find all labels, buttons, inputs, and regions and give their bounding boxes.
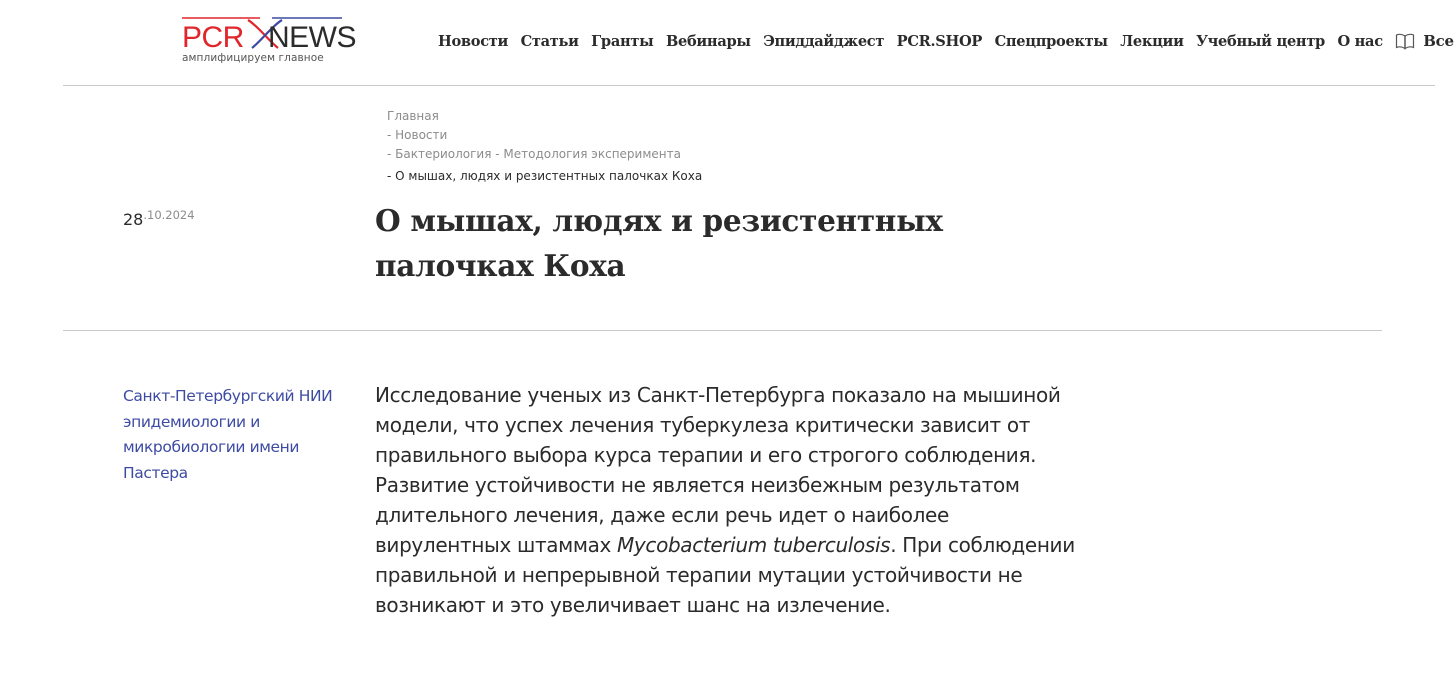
title-divider [63,330,1382,331]
nav-item-epidigest[interactable]: Эпиддайджест [763,32,885,50]
nav-item-training-center[interactable]: Учебный центр [1196,32,1325,50]
publish-date-day: 28 [123,210,144,229]
book-icon[interactable] [1395,32,1415,50]
nav-item-lectures[interactable]: Лекции [1120,32,1184,50]
lead-text-start: Исследование ученых из Санкт-Петербурга показало на мышиной модели, что успех лечения туберкулеза критически зависит от правильного выбора курса терапии и его строгого соблюдения. Развитие устойчивости не является неизбежным результатом длительного лечения, даже если речь идет о наиболее вирулентных штаммах [375,383,1061,557]
main-nav [438,32,1454,50]
logo-tagline: амплифицируем главное [182,52,324,64]
publish-date-month-year: .10.2024 [143,208,195,222]
breadcrumb-news[interactable]: - Новости [387,128,448,142]
nav-item-webinars[interactable]: Вебинары [665,32,751,50]
page-title: О мышах, людях и резистентных палочках Коха [375,203,943,283]
logo-mark [182,14,356,54]
nav-item-special-projects[interactable]: Спецпроекты [994,32,1108,50]
lead-text-end: . При соблюдении правильной и непрерывной терапии мутации устойчивости не возникают и это увеличивает шанс на излечение. [375,533,1075,617]
article-lead [375,380,1075,620]
header-divider [63,85,1435,86]
nav-item-articles[interactable]: Статьи [520,32,579,50]
nav-item-about[interactable]: О нас [1337,32,1383,50]
nav-item-grants[interactable]: Гранты [591,32,654,50]
breadcrumb-section[interactable]: - Бактериология - Методология эксперимента [387,147,681,161]
breadcrumb [387,107,702,186]
nav-item-pcr-shop[interactable]: PCR.SHOP [896,32,983,50]
breadcrumb-home[interactable]: Главная [387,109,439,123]
breadcrumb-current: - О мышах, людях и резистентных палочках Коха [387,169,703,183]
institution-link[interactable]: Санкт-Петербургский НИИ эпидемиологии и микробиологии имени Пастера [123,387,333,482]
logo-news: NEWS [268,21,356,54]
lead-species-name: Mycobacterium tuberculosis [617,533,891,557]
publish-date [123,208,195,229]
nav-item-news[interactable]: Новости [438,32,509,50]
nav-all-toggle[interactable]: Все [1423,32,1454,50]
logo-pcr: PCR [182,21,244,54]
site-logo[interactable] [182,14,356,66]
